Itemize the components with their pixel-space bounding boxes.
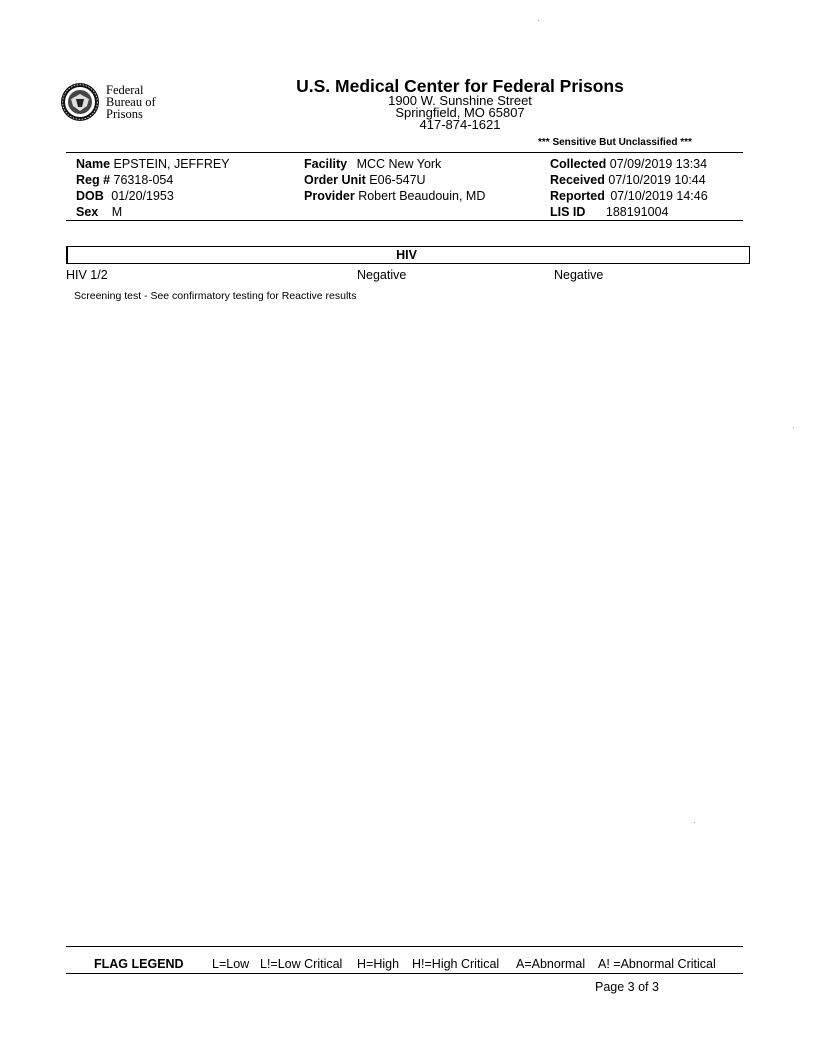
collected-label: Collected (550, 157, 607, 171)
sex-row (76, 205, 122, 219)
reg-number: 76318-054 (113, 173, 174, 187)
reg-number-row (76, 173, 173, 187)
phone-number: 417-874-1621 (419, 117, 501, 132)
bop-seal-icon (60, 82, 100, 122)
facility-value: MCC New York (356, 157, 442, 171)
legend-abnormal: A=Abnormal (516, 957, 586, 971)
logo-line-1: Federal (106, 83, 144, 97)
flag-legend-title: FLAG LEGEND (94, 957, 184, 971)
reported-row (550, 189, 708, 203)
legend-bottom-divider (66, 973, 743, 974)
facility-label: Facility (304, 157, 348, 171)
reg-label: Reg # (76, 173, 111, 187)
collected-row (550, 157, 707, 171)
reported-label: Reported (550, 189, 605, 203)
lis-id-row (550, 205, 668, 219)
received-label: Received (550, 173, 605, 187)
sex-value: M (111, 205, 123, 219)
scan-speck (538, 20, 539, 21)
scan-speck (694, 822, 695, 823)
dob-label: DOB (76, 189, 104, 203)
legend-high: H=High (357, 957, 400, 971)
legend-high-critical: H!=High Critical (412, 957, 500, 971)
reference-range: Negative (554, 268, 604, 282)
order-unit-label: Order Unit (304, 173, 366, 187)
address-line-1: 1900 W. Sunshine Street (388, 93, 532, 108)
collected-value: 07/09/2019 13:34 (609, 157, 708, 171)
legend-top-divider (66, 946, 743, 947)
name-label: Name (76, 157, 111, 171)
sex-label: Sex (76, 205, 99, 219)
classification-banner: *** Sensitive But Unclassified *** (538, 137, 692, 148)
facility-row (304, 157, 441, 171)
facility-title: U.S. Medical Center for Federal Prisons (296, 76, 624, 96)
received-value: 07/10/2019 10:44 (608, 173, 706, 187)
provider-row (304, 189, 485, 203)
dob-value: 01/20/1953 (111, 189, 174, 203)
scan-speck (793, 427, 794, 428)
test-name: HIV 1/2 (66, 268, 108, 282)
reported-value: 07/10/2019 14:46 (610, 189, 708, 203)
provider-value: Robert Beaudouin, MD (358, 189, 486, 203)
info-divider (66, 220, 743, 221)
legend-low-critical: L!=Low Critical (260, 957, 343, 971)
lis-id-label: LIS ID (550, 205, 586, 219)
page-number: Page 3 of 3 (595, 980, 659, 994)
order-unit-row (304, 173, 426, 187)
legend-low: L=Low (212, 957, 250, 971)
address-line-2: Springfield, MO 65807 (395, 105, 525, 120)
logo-line-3: Prisons (106, 107, 143, 121)
section-title: HIV (396, 248, 417, 262)
dob-row (76, 189, 174, 203)
order-unit-value: E06-547U (369, 173, 426, 187)
patient-name: EPSTEIN, JEFFREY (113, 157, 230, 171)
header-divider (66, 152, 743, 153)
provider-label: Provider (304, 189, 355, 203)
logo-line-2: Bureau of (106, 95, 156, 109)
legend-abnormal-critical: A! =Abnormal Critical (598, 957, 716, 971)
received-row (550, 173, 706, 187)
lis-id-value: 188191004 (605, 205, 669, 219)
result-comment: Screening test - See confirmatory testing for Reactive results (74, 290, 357, 302)
patient-name-row (76, 157, 230, 171)
test-result: Negative (357, 268, 407, 282)
